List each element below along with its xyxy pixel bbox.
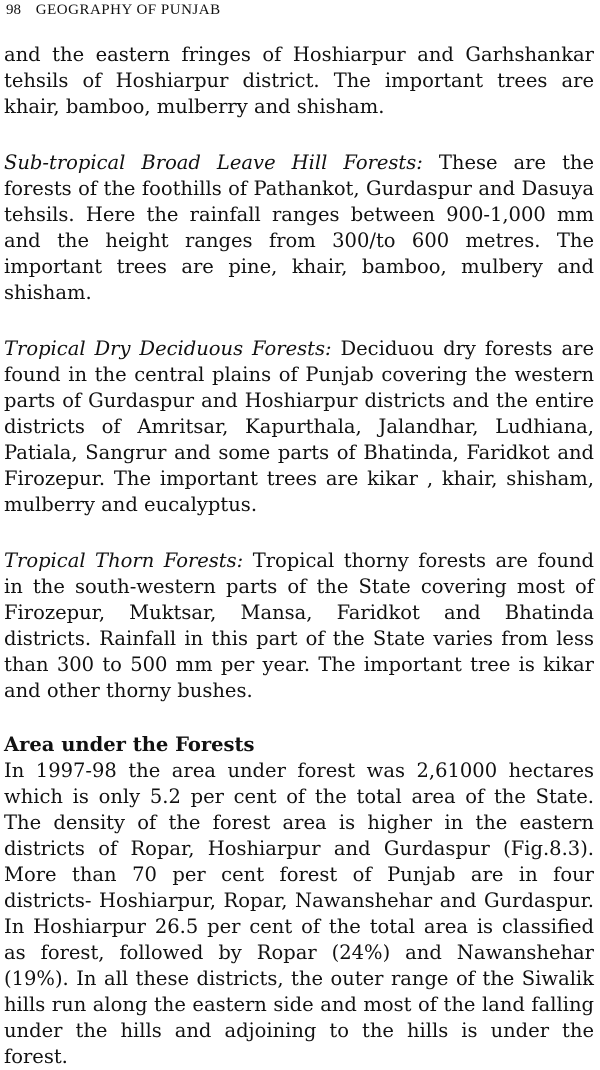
paragraph-text: Tropical thorny forests are found in the south-western parts of the State covering most of Firozepur, Muktsar, Mansa, Faridkot and Bhatinda districts. Rainfall in this part of the State varies from less than 300 to 500 mm per year. The important tree is kikar and other thorny bushes. [4,549,595,702]
paragraph-lead: Tropical Thorn Forests: [4,549,244,572]
paragraph-text: and the eastern fringes of Hoshiarpur and Garhshankar tehsils of Hoshiarpur district. The important trees are khair, bamboo, mulberry and shisham. [4,43,594,118]
paragraph-text: In 1997-98 the area under forest was 2,61000 hectares which is only 5.2 per cent of the total area of the State. The density of the forest area is higher in the eastern districts of Ropar, Hoshiarpur and Gurdaspur (Fig.8.3). More than 70 per cent forest of Punjab are in four districts- Hoshiarpur, Ropar, Nawanshehar and Gurdaspur. In Hoshiarpur 26.5 per cent of the total area is classified as forest, followed by Ropar (24%) and Nawanshehar (19%). In all these districts, the outer range of the Siwalik hills run along the eastern side and most of the land falling under the hills and adjoining to the hills is under the forest. [4,759,594,1068]
paragraph-continuation [4,42,594,120]
paragraph-subtropical-forests [4,150,594,306]
section-paragraph [4,758,594,1070]
paragraph-text: Deciduou dry forests are found in the central plains of Punjab covering the western parts of Gurdaspur and Hoshiarpur districts and the entire districts of Amritsar, Kapurthala, Jalandhar, Ludhiana, Patiala, Sangrur and some parts of Bhatinda, Faridkot and Firozepur. The important trees are kikar , khair, shisham, mulberry and eucalyptus. [4,337,594,516]
running-title: GEOGRAPHY OF PUNJAB [35,2,221,18]
paragraph-dry-deciduous-forests [4,336,594,518]
paragraph-text: These are the forests of the foothills of Pathankot, Gurdaspur and Dasuya tehsils. Here the rainfall ranges between 900-1,000 mm and the height ranges from 300/to 600 metres. The important trees are pine, khair, bamboo, mulbery and shisham. [4,151,595,304]
section-heading: Area under the Forests [4,733,255,756]
page-number: 98 [6,2,21,18]
paragraph-lead: Sub-tropical Broad Leave Hill Forests: [4,151,423,174]
paragraph-thorn-forests [4,548,594,704]
page-header [6,0,221,22]
page-body [4,42,594,1070]
paragraph-lead: Tropical Dry Deciduous Forests: [4,337,332,360]
